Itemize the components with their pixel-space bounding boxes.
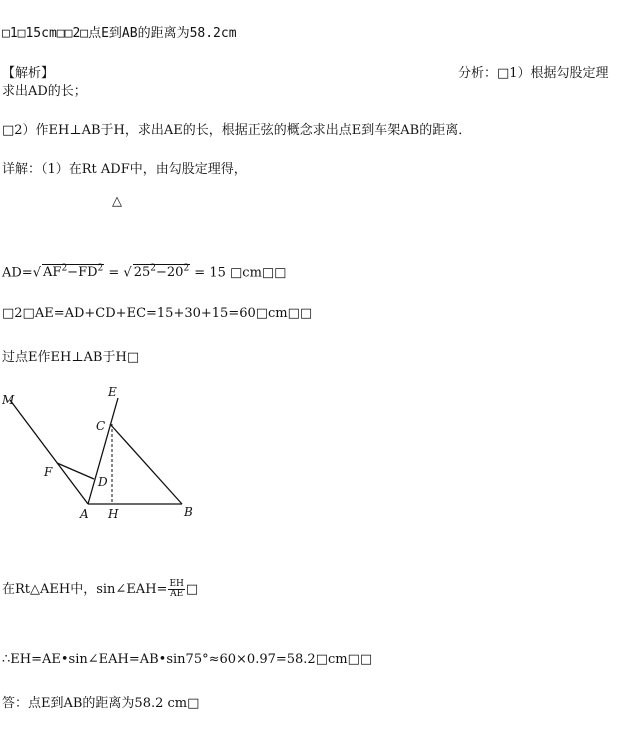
label-c: C bbox=[96, 419, 106, 433]
ae-line: □2□AE=AD+CD+EC=15+30+15=60□cm□□ bbox=[2, 306, 313, 321]
result-line: ∴EH=AE•sin∠EAH=AB•sin75°≈60×0.97=58.2□cm□□ bbox=[2, 652, 373, 667]
analysis-intro: 分析：□1）根据勾股定理 bbox=[458, 66, 609, 81]
segment-ma bbox=[10, 400, 88, 504]
ad-result: = 15 □cm□□ bbox=[190, 265, 287, 281]
label-h: H bbox=[108, 507, 119, 521]
header-text: □1□15cm□□2□点E到AB的距离为58.2cm bbox=[2, 26, 237, 41]
sine-fraction: $\frac{EH}{AE}$ bbox=[169, 579, 184, 599]
label-b: B bbox=[184, 505, 193, 519]
detail-intro: 详解：（1）在Rt ADF中，由勾股定理得， bbox=[2, 162, 247, 177]
ad-radicand-2: $25^2-20^2$ bbox=[133, 264, 190, 281]
ad-radicand-1: $AF^2-FD^2$ bbox=[43, 264, 104, 281]
analysis-continued: 求出AD的长； bbox=[2, 84, 87, 99]
sine-formula: 在Rt△AEH中，sin∠EAH= $\frac{EH}{AE}$ □ bbox=[2, 579, 199, 599]
geometry-figure bbox=[0, 380, 210, 525]
analysis-step-2: □2）作EH⊥AB于H，求出AE的长，根据正弦的概念求出点E到车架AB的距离． bbox=[2, 123, 472, 138]
label-f: F bbox=[44, 465, 53, 479]
label-m: M bbox=[2, 393, 15, 407]
ad-formula: AD=√ $AF^2-FD^2$ = √ $25^2-20^2 = 15$ □cm□□ bbox=[2, 264, 287, 281]
sqrt-sign-2: √ bbox=[123, 265, 132, 281]
jiexi-label: 【解析】 bbox=[2, 66, 55, 81]
eh-construction-line: 过点E作EH⊥AB于H□ bbox=[2, 350, 140, 365]
answer-line: 答：点E到AB的距离为58.2 cm□ bbox=[2, 696, 200, 711]
segment-cb bbox=[110, 424, 182, 504]
label-a: A bbox=[80, 507, 89, 521]
sqrt-sign: √ bbox=[32, 265, 42, 281]
triangle-symbol: △ bbox=[112, 194, 122, 209]
ad-lhs: AD= bbox=[2, 265, 33, 281]
label-d: D bbox=[98, 475, 108, 489]
label-e: E bbox=[108, 385, 117, 399]
